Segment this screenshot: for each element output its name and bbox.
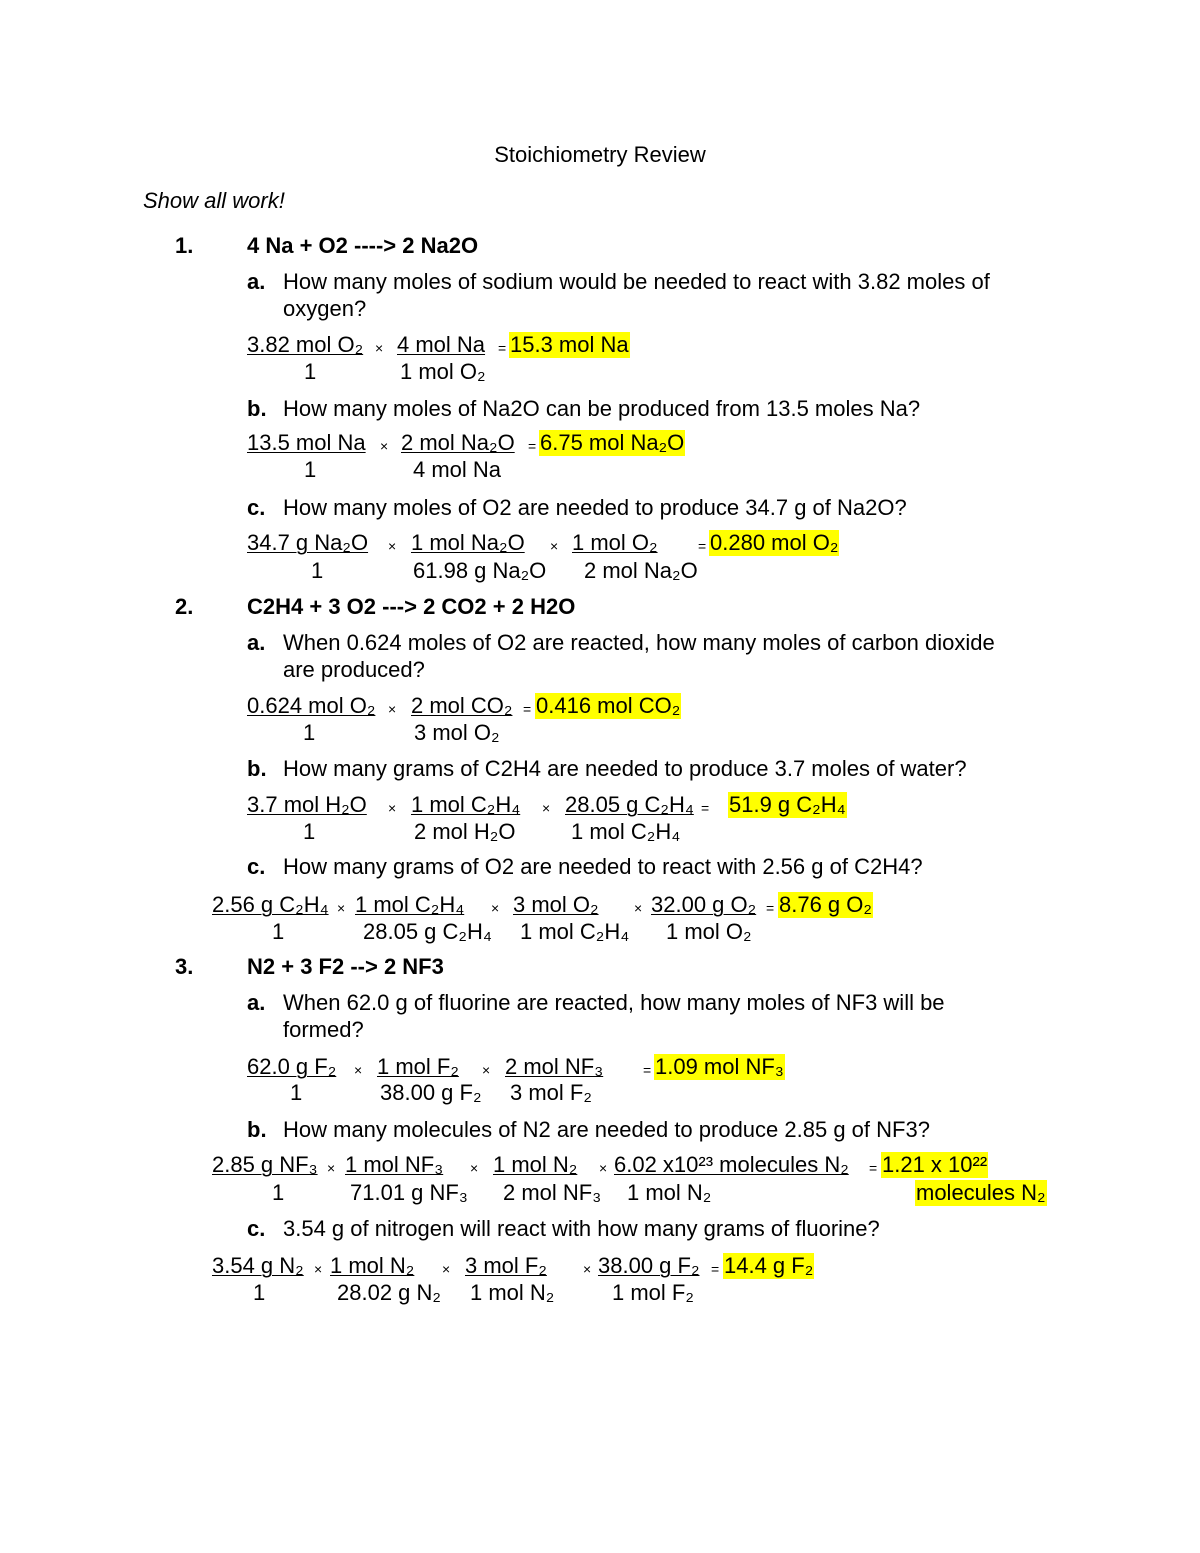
numerator: 3 mol F₂ xyxy=(465,1253,547,1278)
denominator: 1 mol O₂ xyxy=(666,919,752,944)
denominator: 1 xyxy=(272,919,285,944)
numerator: 34.7 g Na₂O xyxy=(247,530,369,555)
question-text: When 0.624 moles of O2 are reacted, how many moles of carbon dioxide xyxy=(283,630,995,655)
times-sign: × xyxy=(388,800,397,816)
times-sign: × xyxy=(470,1160,479,1176)
numerator: 2 mol Na₂O xyxy=(401,430,515,455)
question-text: How many moles of O2 are needed to produce 34.7 g of Na2O? xyxy=(283,495,907,520)
denominator: 4 mol Na xyxy=(413,457,502,482)
question-text: How many grams of C2H4 are needed to produce 3.7 moles of water? xyxy=(283,756,967,781)
part-letter: c. xyxy=(247,495,266,520)
numerator: 1 mol C₂H₄ xyxy=(411,792,521,817)
denominator: 71.01 g NF₃ xyxy=(350,1180,468,1205)
question-text: How many molecules of N2 are needed to produce 2.85 g of NF3? xyxy=(283,1117,930,1142)
denominator: 2 mol NF₃ xyxy=(503,1180,602,1205)
equals-sign: = xyxy=(498,340,507,356)
numerator: 28.05 g C₂H₄ xyxy=(565,792,694,817)
numerator: 1 mol Na₂O xyxy=(411,530,525,555)
part-letter: a. xyxy=(247,990,266,1015)
question-text: oxygen? xyxy=(283,296,367,321)
numerator: 13.5 mol Na xyxy=(247,430,366,455)
numerator: 1 mol NF₃ xyxy=(345,1152,444,1177)
denominator: 2 mol Na₂O xyxy=(584,558,698,583)
part-letter: b. xyxy=(247,396,267,421)
denominator: 1 mol F₂ xyxy=(612,1280,694,1305)
part-letter: a. xyxy=(247,630,266,655)
times-sign: × xyxy=(550,538,559,554)
answer-highlight: 8.76 g O₂ xyxy=(779,892,872,917)
numerator: 3.7 mol H₂O xyxy=(247,792,367,817)
answer-highlight: 1.09 mol NF₃ xyxy=(655,1054,784,1079)
denominator: 1 mol N₂ xyxy=(627,1180,712,1205)
part-letter: b. xyxy=(247,756,267,781)
numerator: 0.624 mol O₂ xyxy=(247,693,376,718)
times-sign: × xyxy=(482,1062,491,1078)
answer-highlight: 1.21 x 10²² xyxy=(882,1152,988,1177)
times-sign: × xyxy=(354,1062,363,1078)
question-text: How many moles of Na2O can be produced from 13.5 moles Na? xyxy=(283,396,921,421)
numerator: 1 mol N₂ xyxy=(330,1253,415,1278)
numerator: 1 mol C₂H₄ xyxy=(355,892,465,917)
equals-sign: = xyxy=(701,800,710,816)
denominator: 3 mol O₂ xyxy=(414,720,500,745)
question-text: formed? xyxy=(283,1017,364,1042)
times-sign: × xyxy=(388,538,397,554)
denominator: 2 mol H₂O xyxy=(414,819,516,844)
numerator: 2 mol CO₂ xyxy=(411,693,513,718)
equals-sign: = xyxy=(523,701,532,717)
times-sign: × xyxy=(634,900,643,916)
denominator: 1 mol O₂ xyxy=(400,359,486,384)
denominator: 1 mol C₂H₄ xyxy=(571,819,681,844)
times-sign: × xyxy=(442,1261,451,1277)
equals-sign: = xyxy=(528,438,537,454)
question-text: How many moles of sodium would be needed to react with 3.82 moles of xyxy=(283,269,990,294)
part-letter: b. xyxy=(247,1117,267,1142)
answer-highlight: 14.4 g F₂ xyxy=(724,1253,814,1278)
times-sign: × xyxy=(375,340,384,356)
numerator: 3.82 mol O₂ xyxy=(247,332,364,357)
question-text: When 62.0 g of fluorine are reacted, how many moles of NF3 will be xyxy=(283,990,945,1015)
document-title: Stoichiometry Review xyxy=(494,142,706,167)
times-sign: × xyxy=(583,1261,592,1277)
denominator: 1 xyxy=(303,720,316,745)
denominator: 1 mol N₂ xyxy=(470,1280,555,1305)
denominator: 28.02 g N₂ xyxy=(337,1280,441,1305)
chemical-equation: 4 Na + O2 ----> 2 Na2O xyxy=(247,233,479,258)
equals-sign: = xyxy=(698,538,707,554)
question-text: are produced? xyxy=(283,657,425,682)
part-letter: a. xyxy=(247,269,266,294)
numerator: 2 mol NF₃ xyxy=(505,1054,604,1079)
numerator: 3.54 g N₂ xyxy=(212,1253,304,1278)
chemical-equation: N2 + 3 F2 --> 2 NF3 xyxy=(247,954,444,979)
denominator: 61.98 g Na₂O xyxy=(413,558,547,583)
numerator: 6.02 x10²³ molecules N₂ xyxy=(614,1152,849,1177)
problem-number: 2. xyxy=(175,594,194,619)
instructions: Show all work! xyxy=(143,188,285,213)
numerator: 1 mol F₂ xyxy=(377,1054,459,1079)
answer-highlight: 51.9 g C₂H₄ xyxy=(729,792,846,817)
answer-highlight: 6.75 mol Na₂O xyxy=(540,430,685,455)
times-sign: × xyxy=(388,701,397,717)
question-text: 3.54 g of nitrogen will react with how many grams of fluorine? xyxy=(283,1216,880,1241)
times-sign: × xyxy=(542,800,551,816)
numerator: 38.00 g F₂ xyxy=(598,1253,700,1278)
times-sign: × xyxy=(599,1160,608,1176)
numerator: 2.56 g C₂H₄ xyxy=(212,892,329,917)
denominator: 1 xyxy=(272,1180,285,1205)
numerator: 1 mol N₂ xyxy=(493,1152,578,1177)
equals-sign: = xyxy=(643,1062,652,1078)
equals-sign: = xyxy=(766,900,775,916)
equals-sign: = xyxy=(711,1261,720,1277)
equals-sign: = xyxy=(869,1160,878,1176)
numerator: 1 mol O₂ xyxy=(572,530,658,555)
times-sign: × xyxy=(327,1160,336,1176)
answer-highlight: 0.416 mol CO₂ xyxy=(536,693,681,718)
part-letter: c. xyxy=(247,854,266,879)
times-sign: × xyxy=(380,438,389,454)
numerator: 62.0 g F₂ xyxy=(247,1054,337,1079)
denominator: 1 xyxy=(253,1280,266,1305)
problem-number: 1. xyxy=(175,233,194,258)
denominator: 1 xyxy=(290,1080,303,1105)
denominator: 1 xyxy=(304,359,317,384)
chemical-equation: C2H4 + 3 O2 ---> 2 CO2 + 2 H2O xyxy=(247,594,576,619)
times-sign: × xyxy=(337,900,346,916)
numerator: 2.85 g NF₃ xyxy=(212,1152,318,1177)
denominator: 1 mol C₂H₄ xyxy=(520,919,630,944)
problem-number: 3. xyxy=(175,954,194,979)
denominator: 1 xyxy=(311,558,324,583)
times-sign: × xyxy=(491,900,500,916)
numerator: 32.00 g O₂ xyxy=(651,892,757,917)
denominator: 28.05 g C₂H₄ xyxy=(363,919,492,944)
answer-highlight: 0.280 mol O₂ xyxy=(710,530,839,555)
numerator: 3 mol O₂ xyxy=(513,892,599,917)
denominator: 1 xyxy=(303,819,316,844)
denominator: 3 mol F₂ xyxy=(510,1080,592,1105)
times-sign: × xyxy=(314,1261,323,1277)
answer-highlight: 15.3 mol Na xyxy=(510,332,629,357)
answer-highlight: molecules N₂ xyxy=(916,1180,1046,1205)
denominator: 38.00 g F₂ xyxy=(380,1080,482,1105)
denominator: 1 xyxy=(304,457,317,482)
question-text: How many grams of O2 are needed to react with 2.56 g of C2H4? xyxy=(283,854,923,879)
part-letter: c. xyxy=(247,1216,266,1241)
numerator: 4 mol Na xyxy=(397,332,486,357)
